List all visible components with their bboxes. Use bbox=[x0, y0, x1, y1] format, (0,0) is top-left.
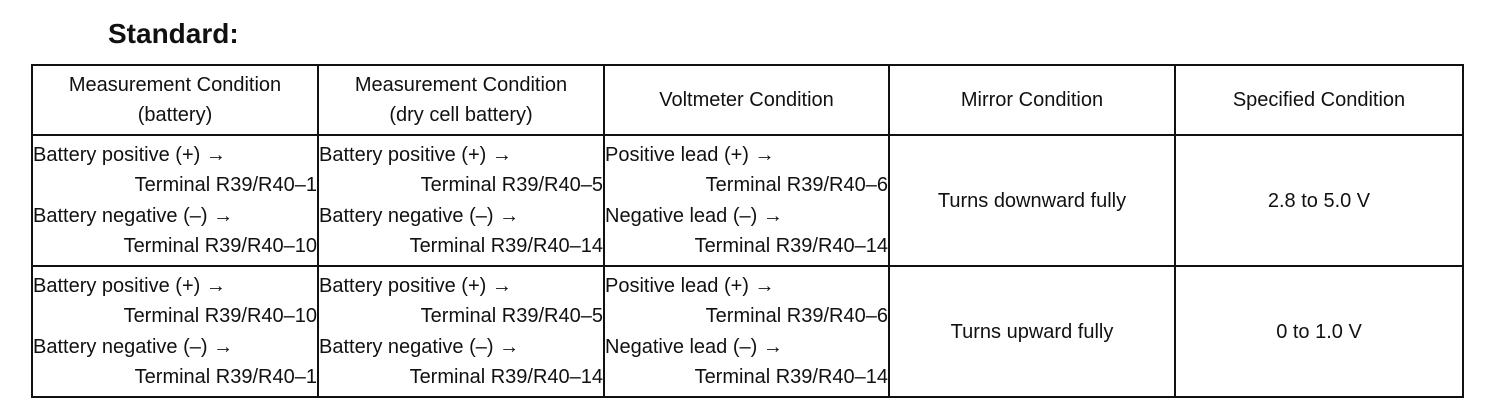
condition-line: Positive lead (+) → bbox=[605, 274, 775, 297]
header-sublabel: (battery) bbox=[137, 104, 213, 126]
condition-line: Battery negative (–) → bbox=[319, 335, 520, 358]
condition-line: Negative lead (–) → bbox=[605, 335, 783, 358]
cell-battery-condition bbox=[32, 266, 318, 397]
cell-dry-cell-condition bbox=[318, 135, 604, 266]
terminal-line: Terminal R39/R40–10 bbox=[123, 305, 317, 328]
header-label: Specified Condition bbox=[1232, 89, 1406, 111]
cell-mirror-condition: Turns downward fully bbox=[889, 135, 1175, 266]
condition-line: Battery negative (–) → bbox=[33, 335, 234, 358]
header-mirror-condition bbox=[889, 65, 1175, 135]
terminal-line: Terminal R39/R40–14 bbox=[694, 234, 888, 257]
terminal-line: Terminal R39/R40–14 bbox=[409, 365, 603, 388]
cell-specified-condition: 0 to 1.0 V bbox=[1175, 266, 1463, 397]
terminal-line: Terminal R39/R40–6 bbox=[705, 174, 888, 197]
cell-dry-cell-condition bbox=[318, 266, 604, 397]
condition-line: Negative lead (–) → bbox=[605, 204, 783, 227]
condition-line: Battery positive (+) → bbox=[319, 143, 512, 166]
cell-specified-condition: 2.8 to 5.0 V bbox=[1175, 135, 1463, 266]
condition-line: Battery negative (–) → bbox=[33, 204, 234, 227]
table-row bbox=[32, 266, 1463, 397]
header-sublabel: (dry cell battery) bbox=[389, 104, 533, 126]
standard-table bbox=[31, 64, 1464, 398]
table-row bbox=[32, 135, 1463, 266]
header-voltmeter-condition bbox=[604, 65, 889, 135]
terminal-line: Terminal R39/R40–1 bbox=[134, 174, 317, 197]
cell-voltmeter-condition bbox=[604, 135, 889, 266]
condition-line: Battery positive (+) → bbox=[319, 274, 512, 297]
terminal-line: Terminal R39/R40–5 bbox=[420, 174, 603, 197]
terminal-line: Terminal R39/R40–5 bbox=[420, 305, 603, 328]
header-specified-condition bbox=[1175, 65, 1463, 135]
table-header-row bbox=[32, 65, 1463, 135]
header-label: Measurement Condition bbox=[354, 74, 568, 96]
header-label: Measurement Condition bbox=[68, 74, 282, 96]
condition-line: Battery positive (+) → bbox=[33, 143, 226, 166]
page-title: Standard: bbox=[108, 18, 239, 49]
condition-line: Battery positive (+) → bbox=[33, 274, 226, 297]
header-measurement-dry-cell bbox=[318, 65, 604, 135]
terminal-line: Terminal R39/R40–14 bbox=[409, 234, 603, 257]
header-label: Voltmeter Condition bbox=[659, 89, 834, 111]
cell-battery-condition bbox=[32, 135, 318, 266]
cell-voltmeter-condition bbox=[604, 266, 889, 397]
terminal-line: Terminal R39/R40–14 bbox=[694, 365, 888, 388]
condition-line: Battery negative (–) → bbox=[319, 204, 520, 227]
terminal-line: Terminal R39/R40–1 bbox=[134, 365, 317, 388]
condition-line: Positive lead (+) → bbox=[605, 143, 775, 166]
cell-mirror-condition: Turns upward fully bbox=[889, 266, 1175, 397]
header-label: Mirror Condition bbox=[960, 89, 1104, 111]
terminal-line: Terminal R39/R40–6 bbox=[705, 305, 888, 328]
header-measurement-battery bbox=[32, 65, 318, 135]
terminal-line: Terminal R39/R40–10 bbox=[123, 234, 317, 257]
